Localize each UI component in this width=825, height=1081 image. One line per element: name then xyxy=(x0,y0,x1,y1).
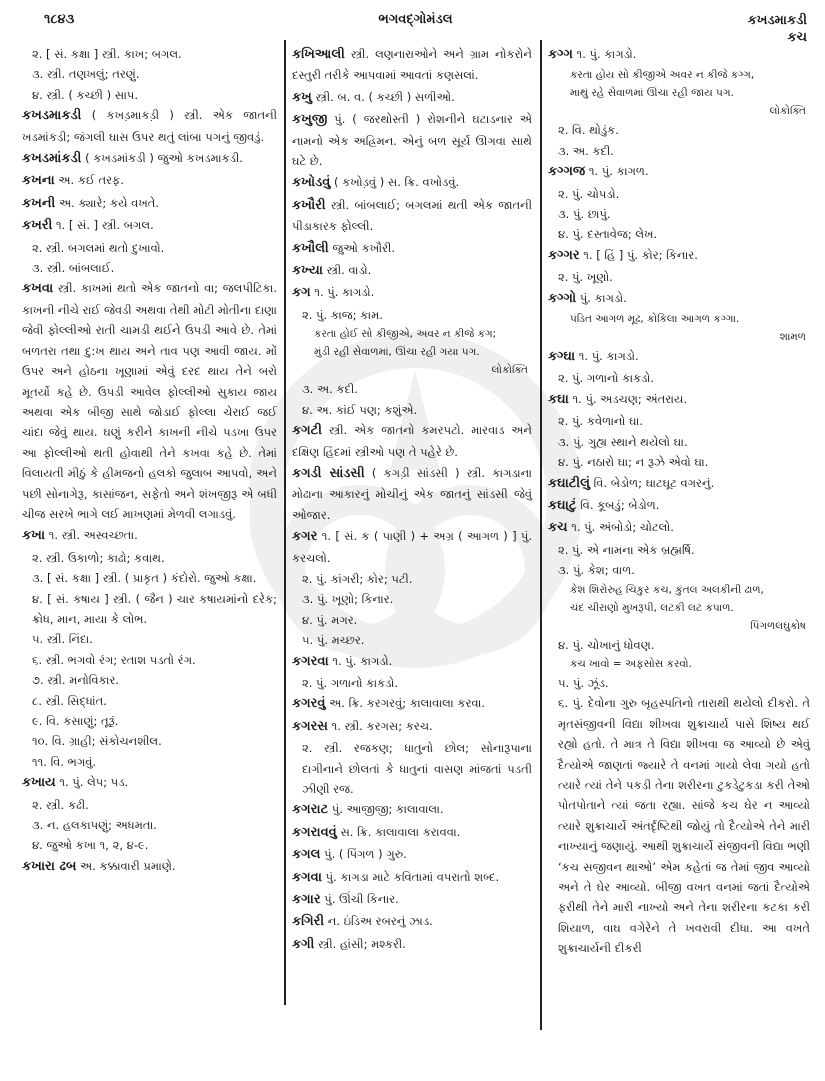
definition: સ્ત્રી. બ. વ. ( કચ્છી ) સળીઓ. xyxy=(315,89,455,104)
definition: ૧. પું. લેપ; પડ. xyxy=(59,775,129,790)
dictionary-entry xyxy=(292,238,532,259)
definition: અ. ક્યારે; કયે વખતે. xyxy=(58,195,160,210)
dictionary-entry xyxy=(292,822,532,843)
definition: ૧. પું. કાગડો. xyxy=(578,349,639,364)
dictionary-entry xyxy=(292,844,532,865)
dictionary-entry xyxy=(548,161,810,182)
sense-definition: ૫. પું. મચ્છર. xyxy=(302,633,365,648)
definition: સ્ત્રી. લણનારાઓને અને ગ્રામ નોકરોને દસ્તુરી તરીકે આપવામાં આવતાં કણસલાં. xyxy=(292,47,532,83)
dictionary-entry xyxy=(292,463,532,525)
definition: પું. ઊંચી કિનાર. xyxy=(324,892,399,907)
sense-definition: ૨. પું. કાજ; કામ. xyxy=(302,307,383,322)
column-left xyxy=(22,44,277,878)
dictionary-entry xyxy=(22,215,277,236)
definition: જુઓ કખૌરી. xyxy=(332,240,396,255)
definition: ૧. [ હિં ] પું. કોર; કિનાર. xyxy=(583,247,698,262)
definition: ૧. પું. કાગળ. xyxy=(588,164,649,179)
definition: ૧. [ સં. ક ( પાણી ) + અગ્ર ( આગળ ) ] પું. કરચલો. xyxy=(292,529,533,565)
quotation-source: લોકોક્તિ xyxy=(491,364,528,377)
headword: કખ્યા xyxy=(292,263,323,279)
sense-definition: ૨. સ્ત્રી. ઉકાળો; કાઢો; કવાથ. xyxy=(32,550,165,565)
sense-definition: ૨. પું. ગળાનો કાકડો. xyxy=(558,371,655,386)
dictionary-entry xyxy=(22,105,277,147)
headword: કગર xyxy=(292,529,318,545)
sense-definition: ૧૦. વિ. ગ્રાહી; સંકોચનશીલ. xyxy=(32,734,162,749)
sense-definition: ૨. સ્ત્રી. રજકણ; ધાતુનો છોલ; સોનારૂપાના દાગીનાને છોલતાં કે ધાતુનાં વાસણ માંજતાં પડતી ઝીણી રજ. xyxy=(302,741,532,796)
page-header xyxy=(18,12,813,45)
definition: અ. કઈ તરફ. xyxy=(58,173,124,188)
dictionary-entry xyxy=(292,282,532,303)
dictionary-entry xyxy=(292,651,532,672)
dictionary-entry xyxy=(548,495,810,516)
sense-definition: ૭. સ્ત્રી. મનોવિકાર. xyxy=(32,673,120,688)
headword: કગી xyxy=(292,936,315,952)
book-title: ભગવદ્ગોમંડલ xyxy=(378,12,453,27)
definition: ૧. પું. કાગડો. xyxy=(332,653,393,668)
headword: કગ્ગ xyxy=(548,47,573,62)
headword: કખવા xyxy=(22,281,54,297)
quotation-source: શામળ xyxy=(779,331,806,344)
definition: વિ. કૂબડું; બેડોળ. xyxy=(580,497,660,512)
sense-definition: ૪. [ સં. કષાય ] સ્ત્રી. ( જૈન ) ચાર કષાયમાંનો દરેક; ક્રોધ, માન, માયા કે લોભ. xyxy=(32,591,277,626)
headword: કગવા xyxy=(292,869,322,885)
dictionary-entry xyxy=(548,473,810,494)
headword: કખારા ઢબ xyxy=(22,858,77,874)
headword: કગ્ગજ xyxy=(548,164,586,180)
sense-definition: ૩. પું. ગુહ્ય સ્થાને થયેલો ઘા. xyxy=(558,434,688,449)
headword: કગ xyxy=(292,285,311,301)
headword: કખૌરી xyxy=(292,197,326,213)
guide-word-last: કચ xyxy=(787,30,807,45)
dictionary-entry xyxy=(548,245,810,266)
sense-definition: ૮. સ્ત્રી. સિદ્ધાંત. xyxy=(32,693,107,708)
dictionary-entry xyxy=(22,772,277,793)
guide-word-first: કખડમાકડી xyxy=(747,13,807,28)
dictionary-entry xyxy=(292,260,532,281)
headword: કખોડવું xyxy=(292,175,331,191)
sense-definition: ૩. પું. છાપું. xyxy=(558,207,611,222)
sense-definition: ૨. પું. ચોપડો. xyxy=(558,186,620,201)
sense-definition: ૬. પું. દેવોના ગુરુ બૃહસ્પતિનો તારાથી થયેલો દીકરો. તે મૃતસંજીવની વિદ્યા શીખવા શુક્રાચાર્ય પાસે શિષ્ય થઈ રહ્યો હતો. તે માત્ર તે વિદ્યા શીખવા જ આવ્યો છે એવું દૈત્યોએ જાણતાં જ્યારે તે વનમાં ગાયો લેવા ગયો હતો ત્યારે ત્યાં તેને પકડી તેના શરીરના ટુકડેટુકડા કરી તેઓ પોતપોતાને ત્યાં જતા રહ્યા. સાંજે કચ ઘેર ન આવ્યો ત્યારે શુક્રાચાર્યે અંતર્દૃષ્ટિથી જોયું તો દૈત્યોએ તેને મારી નાખ્યાનું જણાયું. આથી શુક્રાચાર્યે સંજીવની વિદ્યા ભણી ‘કચ સજીવન થાઓ’ એમ કહેતાં જ તેમાં જીવ આવ્યો અને તે ઘેર આવ્યો. બીજી વખત વનમાં જતાં દૈત્યોએ ફરીથી તેને મારી નાખ્યો અને તેના શરીરના કટકા કરી શિયાળ, વાઘ વગેરેને તે ખવરાવી દીધા. આ વખતે શુક્રાચાર્યની દીકરી xyxy=(558,696,810,956)
dictionary-entry xyxy=(22,856,277,877)
dictionary-entry xyxy=(22,148,277,169)
dictionary-entry xyxy=(548,389,810,410)
definition: પું. ( પિંગળ ) ગુરુ. xyxy=(324,847,407,862)
definition: ૧. પું. કાગડો. xyxy=(314,285,375,300)
definition: ૧. પું. અંબોડો; ચોટલો. xyxy=(571,520,674,535)
definition: પું. કાગડો. xyxy=(579,290,627,305)
dictionary-entry xyxy=(22,193,277,214)
headword: કખુ xyxy=(292,89,312,105)
headword: કખાય xyxy=(22,775,56,791)
dictionary-entry xyxy=(292,693,532,714)
definition: સ. ક્રિ. કાલાવાલા કરાવવા. xyxy=(340,824,461,839)
headword: કઘાટું xyxy=(548,497,577,513)
dictionary-entry xyxy=(292,911,532,932)
quotation-line: માથું રહે સેવાળમાં ઊંચા રહી જાય પગ. xyxy=(570,87,734,100)
sense-definition: ૨. પું. ગળાનો કાકડો. xyxy=(302,675,399,690)
sense-definition: ૩. [ સં. કક્ષા ] સ્ત્રી. ( પ્રાકૃત ) કંદોરો. જુઓ કક્ષા. xyxy=(32,571,257,586)
sense-definition: ૫. પું. ઝૂંડ. xyxy=(558,675,609,690)
quotation-line: કરતા હોય સો કીજીએ અવર ન કીજે કગ્ગ, xyxy=(570,69,755,82)
sense-definition: ૨. પું. કાંગરી; કોર; પટી. xyxy=(302,571,413,586)
headword: કગ્ગો xyxy=(548,290,577,306)
sense-definition: ૩. સ્ત્રી. બાંબલાઈ. xyxy=(32,261,115,276)
definition: ૧. [ સં. ] સ્ત્રી. બગલ. xyxy=(55,218,154,233)
definition: સ્ત્રી. હાંસી; મશ્કરી. xyxy=(318,936,406,951)
dictionary-entry xyxy=(22,170,277,191)
guide-words xyxy=(748,12,807,46)
quotation-source: લોકોક્તિ xyxy=(769,105,806,118)
definition: સ્ત્રી. વાડો. xyxy=(326,263,372,278)
dictionary-entry xyxy=(548,288,810,309)
headword: કખિઆલી xyxy=(292,47,345,62)
definition: પું. કાગડા માટે કવિતામાં વપરાતો શબ્દ. xyxy=(325,869,500,884)
dictionary-entry xyxy=(292,172,532,193)
sense-definition: ૨. [ સં. કક્ષા ] સ્ત્રી. કાખ; બગલ. xyxy=(32,47,182,61)
dictionary-entry xyxy=(292,716,532,737)
dictionary-entry xyxy=(292,889,532,910)
definition: સ્ત્રી. કાખમાં થતો એક જાતનો વા; જલપીટિકા. કાખની નીચે રાઈ જેવડી અથવા તેથી મોટી મોતીના દાણા જેવી ફોલ્લીઓ રાતી ચામડી થઈને ઉપડી આવે છે. તેમાં બળતરા તથા દુ:ખ થાય અને તાવ પણ આવી જાય. મોં ઉપર અને હોઠના ખૂણામાં એવું દરદ થાય તેને બરો મૂતર્યો કહે છે. ઉપડી આવેલ ફોલ્લીઓ સુકાય જાય અથવા એક બીજી સાથે જોડાઈ ફોલ્લા ચેરાઈ જઈ ચાંદા જેવું થાય. ઘણું કરીને કાખની નીચે પડખા ઉપર આ ફોલ્લીઓ થતી હોવાથી તેને કખવા કહે છે. તેમાં વિલાયતી મીઠું કે હીમજનો હલકો જુલાબ આપવો, અને પછી સોનાગેરૂ, કાસાંજન, સફેતો અને શંખજીરૂ એ બધી ચીજ સરખે ભાગે લઈ માખણમાં મેળવી લગાડવું. xyxy=(22,281,277,521)
sense-definition: ૩. પું. ખૂણો; કિનાર. xyxy=(302,592,394,607)
quotation-line: પંડિત આગળ મૂઢ, કોકિલા આગળ કગ્ગા. xyxy=(570,313,740,326)
definition: વિ. બેડોળ; ઘાટઘૂટ વગરનું. xyxy=(593,475,715,490)
sense-definition: ૨. વિ. થોડુંક. xyxy=(558,123,619,138)
headword: કગડી સાંડસી xyxy=(292,465,365,481)
headword: કખરી xyxy=(22,218,53,234)
sense-definition: ૯. વિ. કસાણું; તૂરૂં. xyxy=(32,714,119,728)
definition: પું. આજીજી; કાલાવાલા. xyxy=(331,802,444,817)
headword: કગરવા xyxy=(292,653,329,669)
sense-definition: ૨. સ્ત્રી. બગલમાં થતો દુખાવો. xyxy=(32,240,165,255)
definition: ( કખડમાંકડી ) જુઓ કખડમાકડી. xyxy=(85,151,243,166)
sense-definition: ૪. પું. નઠારો ઘા; ન રૂઝે એવો ઘા. xyxy=(558,455,709,470)
definition: ૧. પું. અડચણ; અંતરાય. xyxy=(572,391,688,406)
quotation-source: પિંગળલઘુકોષ xyxy=(750,619,806,632)
sense-definition: ૧૧. વિ. ભગવું. xyxy=(32,754,97,769)
sense-definition: ૩. પું. કેશ; વાળ. xyxy=(558,563,635,578)
definition: સ્ત્રી. બાંબલાઈ; બગલમાં થતી એક જાતની પીડાકારક ફોલ્લી. xyxy=(292,197,532,234)
headword: કખડમાકડી xyxy=(22,108,82,124)
dictionary-entry xyxy=(292,87,532,108)
headword: કગરાટ xyxy=(292,802,329,818)
column-middle xyxy=(292,44,532,956)
dictionary-entry xyxy=(292,526,532,568)
sense-definition: ૪. અ. કાંઈ પણ; કશુંએ. xyxy=(302,402,418,417)
dictionary-entry xyxy=(292,934,532,955)
page-number: ૧૮૪૩ xyxy=(44,12,75,27)
quotation-line: કચ ખાવો = અફસોસ કરવો. xyxy=(570,657,692,670)
definition: ( કખોડ઼વું ) સ. ક્રિ. વખોડવું. xyxy=(334,175,460,190)
dictionary-entry xyxy=(292,799,532,820)
headword: કગરવું xyxy=(292,696,326,712)
sense-definition: ૫. સ્ત્રી. નિંદા. xyxy=(32,632,93,647)
quotation-line: કેશ શિરોરુહ ચિકુર કચ, કુંતલ અલકીની ઢાળ, xyxy=(570,583,764,596)
headword: કગાર xyxy=(292,892,321,908)
definition: સ્ત્રી. એક જાતનો કમરપટો. મારવાડ અને દક્ષિણ હિંદમાં સ્ત્રીઓ પણ તે પહેરે છે. xyxy=(292,423,532,459)
headword: કખૌલી xyxy=(292,240,329,256)
headword: કગટી xyxy=(292,423,322,439)
quotation-line: કરતા હોઈ સો કીજીએ, અવર ન કીજે કગ; xyxy=(314,328,497,341)
quotation-line: મુંડી રહી સેવાળમાં, ઊંચા રહી ગયા પગ. xyxy=(314,346,480,359)
sense-definition: ૩. ન. હલકાપણું; અધમતા. xyxy=(32,818,157,833)
headword: કગ્ઘા xyxy=(548,349,576,365)
column-right xyxy=(548,44,810,959)
sense-definition: ૩. સ્ત્રી. તણખલું; તરણું. xyxy=(32,67,140,82)
dictionary-entry xyxy=(22,278,277,524)
dictionary-entry xyxy=(292,44,532,86)
headword: કઘા xyxy=(548,391,569,407)
definition: અ. કક્કાવારી પ્રમાણે. xyxy=(80,858,176,873)
definition: ( કખડ઼માકડ઼ી ) સ્ત્રી. એક જાતની ખડમાંકડી; જંગલી ઘાસ ઉપર થતું લાંબા પગનું જીવડું. xyxy=(22,108,277,144)
sense-definition: ૨. સ્ત્રી. કઢી. xyxy=(32,797,89,812)
headword: કઘાટીલું xyxy=(548,475,590,491)
dictionary-entry xyxy=(292,109,532,171)
sense-definition: ૨. પું. કવેળાનો ઘા. xyxy=(558,414,643,429)
sense-definition: ૬. સ્ત્રી. ભગવો રંગ; રતાશ પડતો રંગ. xyxy=(32,652,196,667)
sense-definition: ૪. પું. ચોખાનું ધોવણ. xyxy=(558,637,655,652)
sense-definition: ૪. પું. મગર. xyxy=(302,612,358,627)
definition: પું. ( જરથોસ્તી ) રોશનીને ઘટાડનાર એ નામનો એક અહ્રિમન. એનું બળ સૂર્ય ઊગવા સાથે ઘટે છે. xyxy=(292,112,533,169)
headword: કખડમાંકડી xyxy=(22,151,82,167)
sense-definition: ૨. પું. ખૂણો. xyxy=(558,270,613,285)
dictionary-entry xyxy=(292,195,532,237)
headword: કચ xyxy=(548,520,568,536)
quotation-line: ચંદ ચીરાણો મુખરૂપી, લટકી લટ કપાળ. xyxy=(570,601,734,614)
definition: ન. ઇંડિઅ રબરનું ઝાડ. xyxy=(327,914,433,929)
dictionary-entry xyxy=(22,525,277,546)
headword: કખા xyxy=(22,528,46,544)
definition: ૧. પું. કાગડો. xyxy=(576,47,637,61)
headword: કગ્ગર xyxy=(548,247,580,263)
dictionary-entry xyxy=(548,44,810,65)
headword: કખુજી xyxy=(292,112,328,128)
headword: કગિરી xyxy=(292,914,325,930)
headword: કગલ xyxy=(292,847,321,863)
sense-definition: ૪. સ્ત્રી. ( કચ્છી ) સાપ. xyxy=(32,87,139,102)
headword: કખના xyxy=(22,173,55,189)
column-divider xyxy=(540,40,542,1030)
dictionary-entry xyxy=(292,420,532,462)
definition: ૧. સ્ત્રી. અસ્વચ્છતા. xyxy=(48,528,138,543)
headword: કગરાવવું xyxy=(292,824,337,840)
dictionary-entry xyxy=(548,346,810,367)
headword: કખની xyxy=(22,195,56,211)
definition: ૧. સ્ત્રી. કરગસ; કરચ. xyxy=(331,718,433,733)
sense-definition: ૩. અ. કદી. xyxy=(558,143,614,158)
column-divider xyxy=(284,40,286,1005)
sense-definition: ૪. પું. દસ્તાવેજ; લેખ. xyxy=(558,227,658,242)
sense-definition: ૪. જુઓ કખા ૧, ૨, ૪-૯. xyxy=(32,838,149,853)
headword: કગરસ xyxy=(292,718,328,734)
sense-definition: ૨. પું. એ નામના એક બ્રહ્મર્ષિ. xyxy=(558,542,695,557)
definition: અ. ક્રિ. કરગરવું; કાલાવાલા કરવા. xyxy=(329,696,486,711)
dictionary-entry xyxy=(292,867,532,888)
definition: ( કગડ઼ી સાંડસી ) સ્ત્રી. કાગડાના મોઢાના આકારનું મોચીનું એક જાતનું સાંડસી જેવું ઓજાર. xyxy=(292,465,532,522)
sense-definition: ૩. અ. કદી. xyxy=(302,382,358,397)
dictionary-entry xyxy=(548,517,810,538)
